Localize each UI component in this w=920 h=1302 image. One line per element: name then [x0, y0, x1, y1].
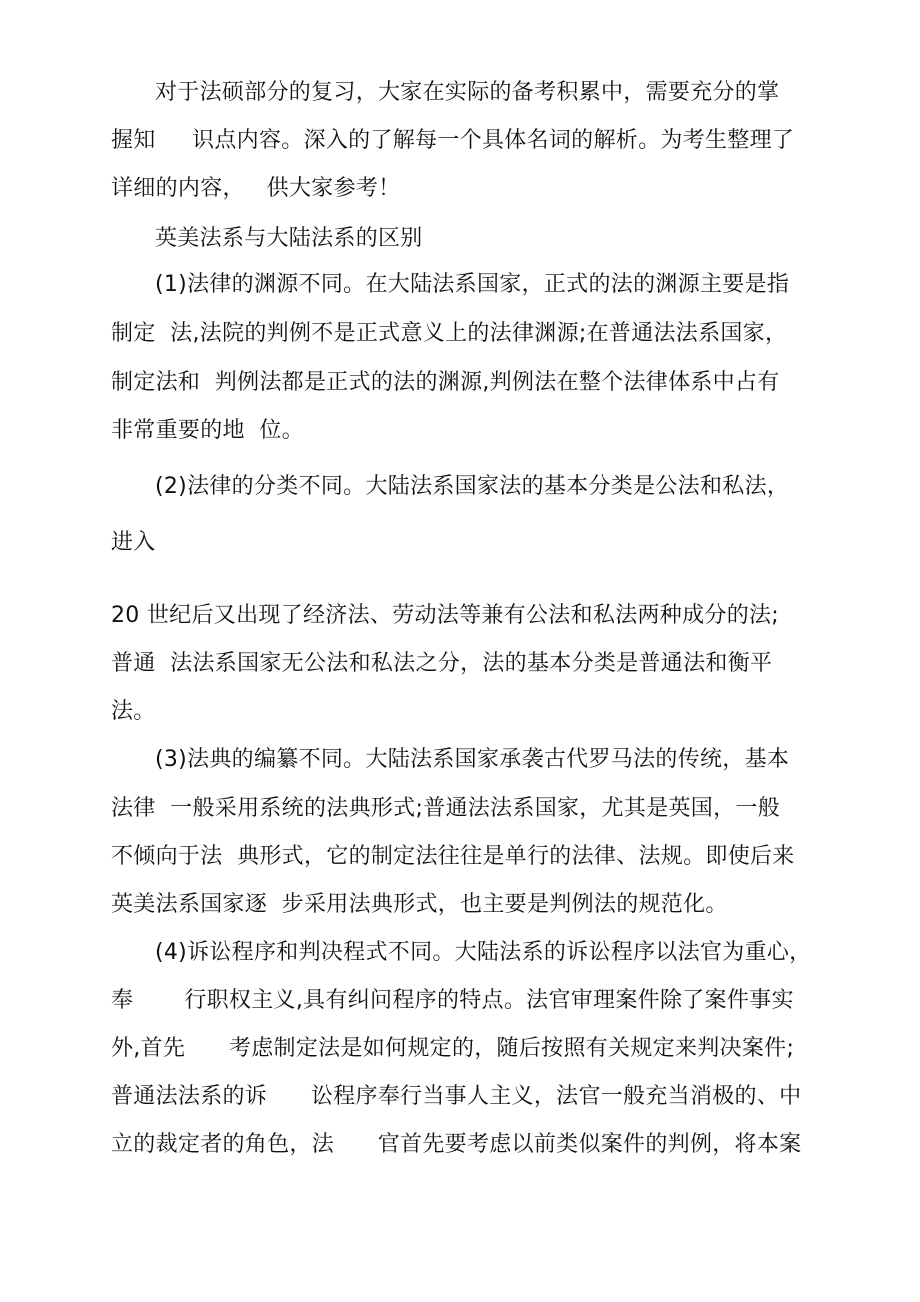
text-line: 奉 行职权主义,具有纠问程序的特点。法官审理案件除了案件事实 [111, 988, 794, 1013]
text-line: 英美法系国家逐 步采用法典形式，也主要是判例法的规范化。 [111, 892, 728, 917]
text-line: 外,首先 考虑制定法是如何规定的，随后按照有关规定来判决案件; [111, 1036, 795, 1061]
text-line: (4)诉讼程序和判决程式不同。大陆法系的诉讼程序以法官为重心， [155, 940, 812, 965]
text-line: 对于法硕部分的复习，大家在实际的备考积累中，需要充分的掌 [155, 80, 780, 105]
text-line: 不倾向于法 典形式，它的制定法往往是单行的法律、法规。即使后来 [111, 844, 795, 869]
text-line: 普通 法法系国家无公法和私法之分，法的基本分类是普通法和衡平 [111, 651, 773, 676]
text-line: 制定法和 判例法都是正式的法的渊源,判例法在整个法律体系中占有 [111, 370, 780, 395]
text-line: (3)法典的编纂不同。大陆法系国家承袭古代罗马法的传统，基本 [155, 747, 790, 772]
text-line: 20 世纪后又出现了经济法、劳动法等兼有公法和私法两种成分的法; [111, 603, 780, 628]
text-line: 制定 法,法院的判例不是正式意义上的法律渊源;在普通法法系国家， [111, 321, 788, 346]
text-line: (1)法律的渊源不同。在大陆法系国家，正式的法的渊源主要是指 [155, 272, 790, 297]
text-line: 法律 一般采用系统的法典形式;普通法法系国家，尤其是英国，一般 [111, 796, 781, 821]
text-line: 普通法法系的诉 讼程序奉行当事人主义，法官一般充当消极的、中 [111, 1084, 802, 1109]
text-line: 立的裁定者的角色，法 官首先要考虑以前类似案件的判例，将本案 [111, 1132, 802, 1157]
text-line: 法。 [111, 699, 156, 724]
text-line: 握知 识点内容。深入的了解每一个具体名词的解析。为考生整理了 [111, 128, 795, 153]
text-line: 详细的内容， 供大家参考！ [111, 176, 401, 201]
text-line: 非常重要的地 位。 [111, 418, 304, 443]
text-line: 进入 [111, 530, 156, 555]
text-line: (2)法律的分类不同。大陆法系国家法的基本分类是公法和私法， [155, 474, 790, 499]
section-heading: 英美法系与大陆法系的区别 [155, 226, 423, 251]
